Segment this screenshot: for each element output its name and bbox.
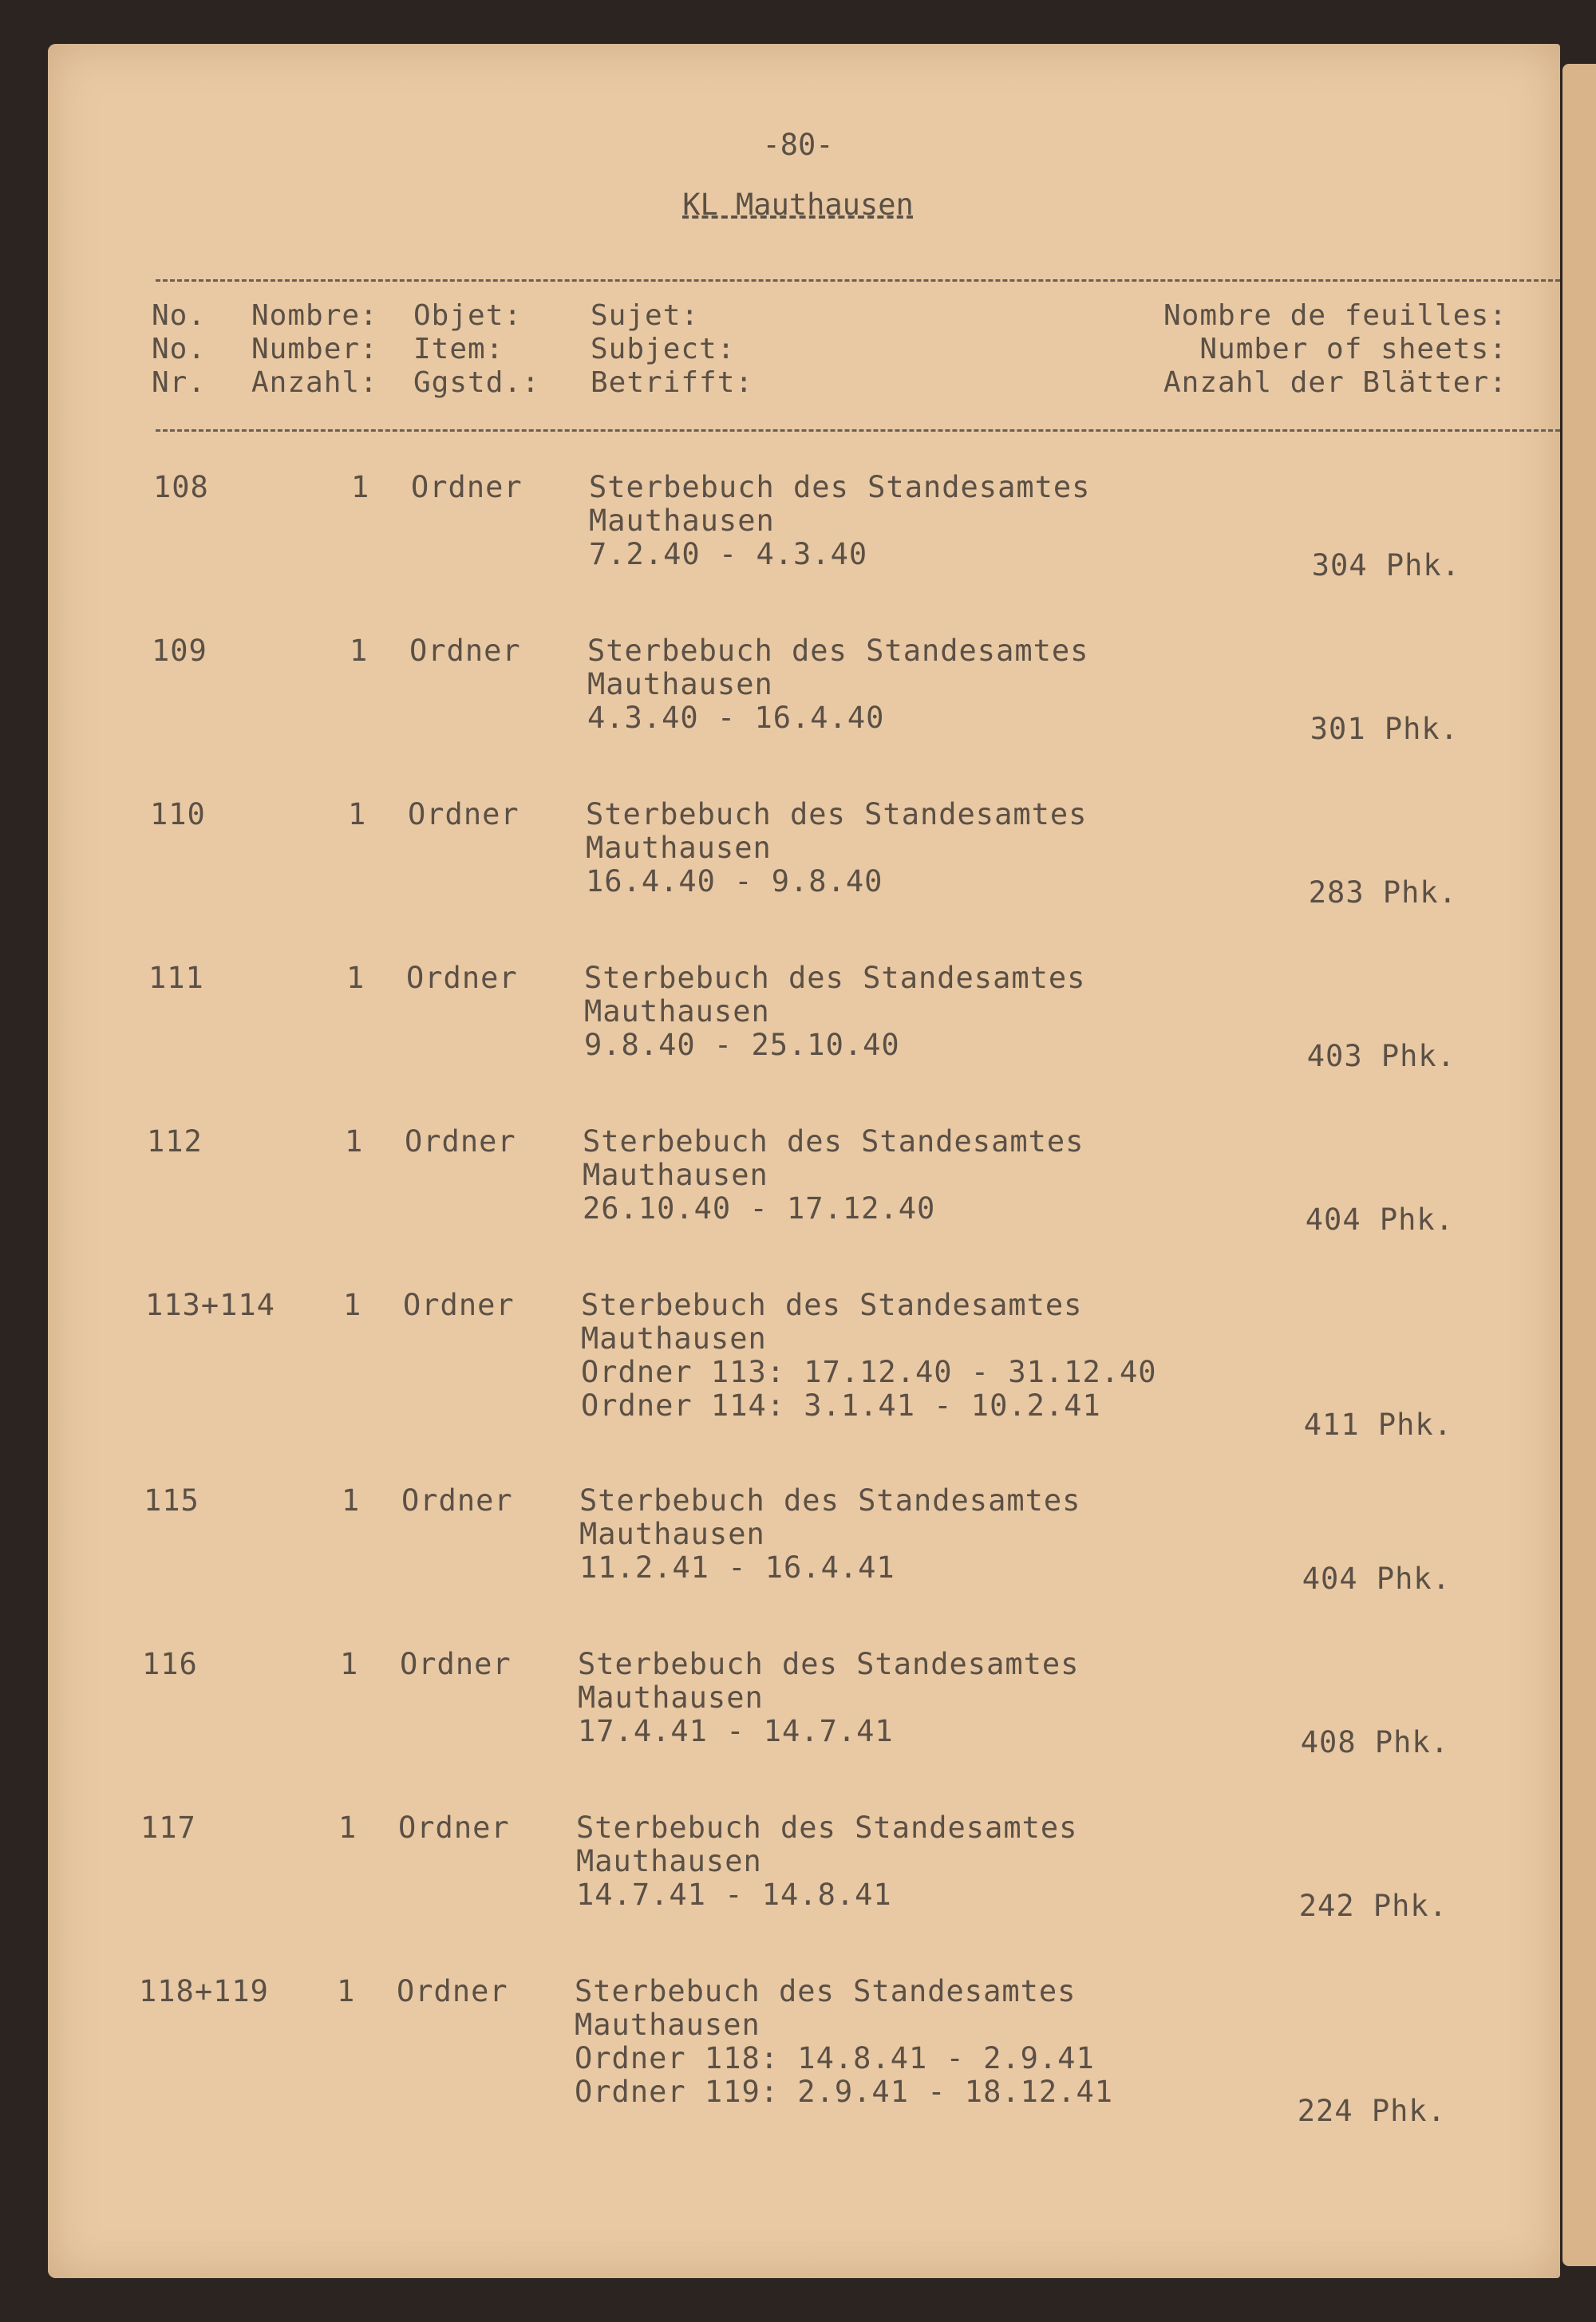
entry-subject-line: Ordner 119: 2.9.41 - 18.12.41 <box>575 2075 1114 2109</box>
entry-number: 111 <box>148 961 204 995</box>
entry-item: Ordner <box>409 634 521 668</box>
header-sheets-en: Number of sheets: <box>1199 333 1507 365</box>
header-item-de: Ggstd.: <box>413 366 540 399</box>
entry-subject-line: Sterbebuch des Standesamtes <box>589 470 1091 504</box>
header-item-en: Item: <box>413 333 504 365</box>
entry-number: 118+119 <box>139 1974 269 2008</box>
facing-page-edge <box>1562 64 1596 2266</box>
entry-quantity: 1 <box>340 1647 359 1681</box>
entry-subject-line: 16.4.40 - 9.8.40 <box>586 864 883 898</box>
header-subject-fr: Sujet: <box>591 299 700 332</box>
entry-quantity: 1 <box>348 797 367 831</box>
entry-item: Ordner <box>411 470 523 504</box>
entry-subject-line: Mauthausen <box>589 503 775 538</box>
header-count-en: Number: <box>251 333 378 365</box>
entry-quantity: 1 <box>342 1483 361 1518</box>
entry-quantity: 1 <box>337 1974 356 2008</box>
entry-subject-line: Sterbebuch des Standesamtes <box>586 797 1088 831</box>
entry-quantity: 1 <box>350 634 369 668</box>
entry-number: 117 <box>140 1811 196 1845</box>
entry-item: Ordner <box>405 1124 516 1159</box>
header-col-sheets <box>1163 299 1507 400</box>
entry-subject-line: 26.10.40 - 17.12.40 <box>583 1191 936 1226</box>
header-count-fr: Nombre: <box>251 299 378 332</box>
header-sheets-fr: Nombre de feuilles: <box>1163 299 1507 332</box>
entry-subject-line: 9.8.40 - 25.10.40 <box>584 1028 900 1062</box>
entry-number: 113+114 <box>145 1288 275 1322</box>
entry-subject-line: Mauthausen <box>584 994 770 1029</box>
entry-sheets: 242 Phk. <box>1298 1889 1448 1923</box>
entry-subject-line: Mauthausen <box>575 2008 760 2042</box>
entry-quantity: 1 <box>346 961 365 995</box>
header-no-de: Nr. <box>152 366 207 399</box>
entry-sheets: 283 Phk. <box>1308 875 1457 910</box>
header-col-item <box>413 299 540 400</box>
entry-subject-line: Sterbebuch des Standesamtes <box>579 1483 1081 1518</box>
entry-subject-line: Mauthausen <box>587 667 773 701</box>
entry-subject-line: 7.2.40 - 4.3.40 <box>589 537 868 571</box>
header-subject-de: Betrifft: <box>591 366 754 399</box>
header-sheets-de: Anzahl der Blätter: <box>1163 366 1507 399</box>
page-title <box>0 188 1596 222</box>
entry-subject-line: Ordner 113: 17.12.40 - 31.12.40 <box>581 1355 1157 1389</box>
entry-subject-line: 17.4.41 - 14.7.41 <box>578 1714 894 1748</box>
entry-subject-line: Ordner 114: 3.1.41 - 10.2.41 <box>581 1388 1101 1423</box>
page-number: -80- <box>762 128 834 162</box>
entry-sheets: 301 Phk. <box>1310 712 1459 746</box>
header-top-rule <box>156 279 1560 282</box>
entry-sheets: 304 Phk. <box>1311 548 1460 582</box>
entry-subject-line: 11.2.41 - 16.4.41 <box>579 1550 895 1585</box>
header-col-subject <box>591 299 753 400</box>
entry-subject-line: Sterbebuch des Standesamtes <box>576 1811 1078 1845</box>
entry-sheets: 404 Phk. <box>1305 1202 1454 1237</box>
entry-item: Ordner <box>400 1647 512 1681</box>
header-count-de: Anzahl: <box>251 366 378 399</box>
entry-sheets: 408 Phk. <box>1300 1725 1449 1759</box>
entry-sheets: 404 Phk. <box>1302 1562 1451 1596</box>
entry-subject-line: Mauthausen <box>579 1517 765 1551</box>
entry-item: Ordner <box>401 1483 513 1518</box>
entry-number: 108 <box>153 470 209 504</box>
entry-item: Ordner <box>406 961 518 995</box>
header-col-count <box>251 299 378 400</box>
header-bottom-rule <box>156 429 1560 432</box>
entry-subject-line: 14.7.41 - 14.8.41 <box>576 1878 892 1912</box>
entry-subject-line: Mauthausen <box>578 1680 764 1715</box>
entry-subject-line: Mauthausen <box>583 1158 768 1192</box>
entry-item: Ordner <box>398 1811 510 1845</box>
entry-number: 110 <box>150 797 206 831</box>
entry-quantity: 1 <box>345 1124 364 1159</box>
entry-quantity: 1 <box>338 1811 358 1845</box>
header-no-en: No. <box>152 333 207 365</box>
entry-number: 109 <box>152 634 207 668</box>
entry-sheets: 411 Phk. <box>1303 1408 1452 1442</box>
entry-subject-line: Sterbebuch des Standesamtes <box>587 634 1089 668</box>
entry-item: Ordner <box>408 797 519 831</box>
header-item-fr: Objet: <box>413 299 523 332</box>
entry-item: Ordner <box>403 1288 515 1322</box>
entry-number: 116 <box>142 1647 198 1681</box>
header-col-no <box>152 299 206 400</box>
entry-sheets: 403 Phk. <box>1306 1039 1456 1073</box>
header-no-fr: No. <box>152 299 207 332</box>
entry-subject-line: Sterbebuch des Standesamtes <box>581 1288 1083 1322</box>
entry-subject-line: Mauthausen <box>581 1321 767 1356</box>
entry-subject-line: 4.3.40 - 16.4.40 <box>587 701 885 735</box>
header-subject-en: Subject: <box>591 333 736 365</box>
entry-item: Ordner <box>397 1974 508 2008</box>
entry-sheets: 224 Phk. <box>1297 2094 1446 2128</box>
entry-subject-line: Sterbebuch des Standesamtes <box>584 961 1086 995</box>
entry-number: 115 <box>144 1483 200 1518</box>
entry-subject-line: Sterbebuch des Standesamtes <box>578 1647 1080 1681</box>
entry-quantity: 1 <box>351 470 370 504</box>
entry-subject-line: Ordner 118: 14.8.41 - 2.9.41 <box>575 2041 1095 2075</box>
archive-title: KL Mauthausen <box>682 188 914 222</box>
entry-subject-line: Mauthausen <box>586 831 772 865</box>
entry-quantity: 1 <box>343 1288 362 1322</box>
entry-subject-line: Sterbebuch des Standesamtes <box>583 1124 1084 1159</box>
entry-subject-line: Sterbebuch des Standesamtes <box>575 1974 1077 2008</box>
entry-number: 112 <box>147 1124 203 1159</box>
entry-subject-line: Mauthausen <box>576 1844 762 1878</box>
